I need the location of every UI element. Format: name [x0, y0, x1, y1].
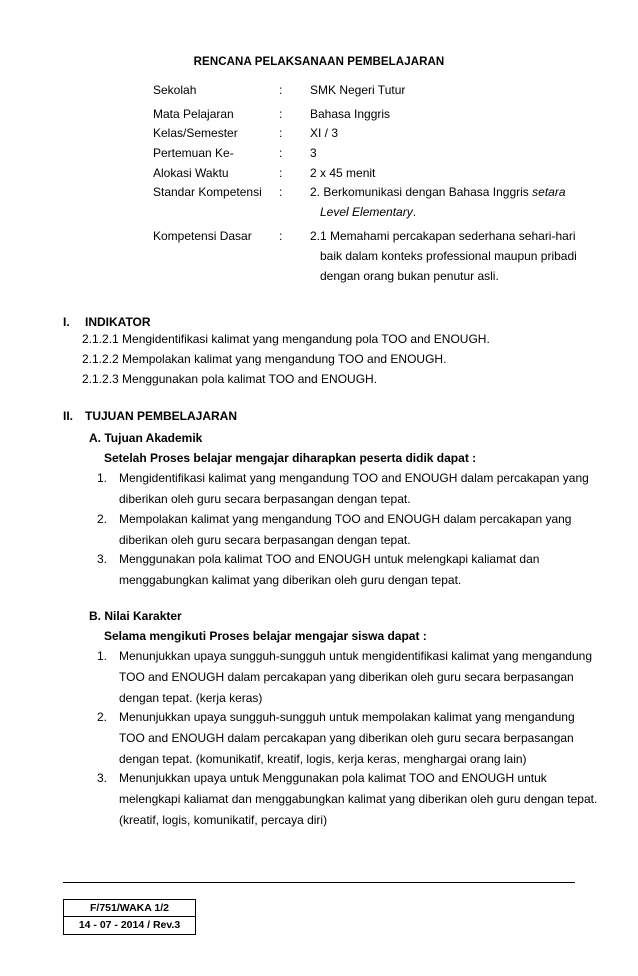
karakter-intro: Selama mengikuti Proses belajar mengajar siswa dapat : — [104, 629, 427, 643]
indikator-item: 2.1.2.3 Menggunakan pola kalimat TOO and ENOUGH. — [82, 372, 378, 386]
identity-value — [310, 80, 570, 100]
indikator-item: 2.1.2.1 Mengidentifikasi kalimat yang mengandung pola TOO and ENOUGH. — [82, 332, 490, 346]
item-line: (kreatif, logis, komunikatif, percaya diri) — [119, 813, 328, 827]
identity-value-text: 2. Berkomunikasi dengan Bahasa Inggris — [310, 185, 529, 199]
item-number: 1. — [97, 471, 108, 485]
identity-value-line: XI / 3 — [310, 126, 339, 140]
item-line: Menunjukkan upaya sungguh-sungguh untuk mengidentifikasi kalimat yang mengandung — [119, 649, 592, 663]
identity-value-line: Bahasa Inggris — [310, 107, 391, 121]
identity-value-line — [310, 182, 570, 202]
identity-colon: : — [279, 185, 283, 199]
item-line: Mengidentifikasi kalimat yang mengandung TOO and ENOUGH dalam percakapan yang — [119, 471, 589, 485]
identity-colon: : — [279, 229, 283, 243]
identity-colon: : — [279, 146, 283, 160]
item-line: melengkapi kaliamat dan menggabungkan kalimat yang diberikan oleh guru dengan tepat. — [119, 792, 598, 806]
item-line: menggabungkan kalimat yang diberikan oleh guru dengan tepat. — [119, 573, 462, 587]
item-line: Menunjukkan upaya untuk Menggunakan pola kalimat TOO and ENOUGH untuk — [119, 771, 547, 785]
item-text — [119, 646, 592, 709]
footer-doc-code-box — [63, 899, 196, 935]
item-line: diberikan oleh guru secara berpasangan dengan tepat. — [119, 492, 411, 506]
item-text — [119, 509, 571, 551]
subsection-karakter-heading: B. Nilai Karakter — [89, 609, 182, 623]
item-text — [119, 768, 597, 831]
item-number: 3. — [97, 552, 108, 566]
identity-value — [310, 226, 577, 286]
footer-code: F/751/WAKA 1/2 — [64, 900, 195, 917]
identity-value-italic: setara — [532, 185, 566, 199]
item-number: 2. — [97, 710, 108, 724]
item-number: 3. — [97, 771, 108, 785]
footer-date-revision: 14 - 07 - 2014 / Rev.3 — [78, 919, 181, 931]
identity-label: Mata Pelajaran — [153, 107, 234, 121]
item-line: dengan tepat. (kerja keras) — [119, 691, 263, 705]
identity-value-line — [310, 202, 570, 222]
identity-value-line: SMK Negeri Tutur — [310, 83, 406, 97]
identity-value-line: dengan orang bukan penutur asli. — [320, 269, 499, 283]
identity-label: Sekolah — [153, 83, 197, 97]
identity-value — [310, 143, 570, 163]
section-number: I. — [63, 315, 70, 329]
item-line: dengan tepat. (komunikatif, kreatif, logis, kerja keras, menghargai orang lain) — [119, 752, 527, 766]
identity-label: Pertemuan Ke- — [153, 146, 234, 160]
identity-colon: : — [279, 83, 283, 97]
identity-value-italic: Level Elementary — [320, 205, 413, 219]
identity-value — [310, 182, 570, 222]
identity-value-line: 3 — [310, 146, 317, 160]
identity-label: Alokasi Waktu — [153, 166, 229, 180]
item-line: diberikan oleh guru secara berpasangan dengan tepat. — [119, 533, 411, 547]
section-title: INDIKATOR — [85, 315, 151, 329]
identity-value-line: 2.1 Memahami percakapan sederhana sehari-hari — [310, 229, 576, 243]
identity-label: Standar Kompetensi — [153, 185, 262, 199]
item-number: 2. — [97, 512, 108, 526]
subsection-akademik-heading: A. Tujuan Akademik — [89, 431, 203, 445]
item-line: Mempolakan kalimat yang mengandung TOO and ENOUGH dalam percakapan yang — [119, 512, 572, 526]
item-line: Menunjukkan upaya sungguh-sungguh untuk mempolakan kalimat yang mengandung — [119, 710, 575, 724]
page-title: RENCANA PELAKSANAAN PEMBELAJARAN — [193, 56, 445, 68]
item-line: TOO and ENOUGH dalam percakapan yang diberikan oleh guru secara berpasangan — [119, 731, 574, 745]
identity-value — [310, 123, 570, 143]
identity-value — [310, 104, 570, 124]
identity-value-line: 2 x 45 menit — [310, 166, 376, 180]
identity-colon: : — [279, 166, 283, 180]
item-text — [119, 549, 539, 591]
identity-value — [310, 163, 570, 183]
identity-colon: : — [279, 107, 283, 121]
item-line: TOO and ENOUGH dalam percakapan yang diberikan oleh guru secara berpasangan — [119, 670, 574, 684]
footer-divider — [63, 882, 575, 883]
identity-label: Kompetensi Dasar — [153, 229, 252, 243]
identity-colon: : — [279, 126, 283, 140]
indikator-item: 2.1.2.2 Mempolakan kalimat yang mengandung TOO and ENOUGH. — [82, 352, 447, 366]
akademik-intro: Setelah Proses belajar mengajar diharapkan peserta didik dapat : — [104, 451, 477, 465]
section-title: TUJUAN PEMBELAJARAN — [85, 409, 238, 423]
identity-value-text: . — [412, 205, 417, 219]
identity-value-line: baik dalam konteks professional maupun pribadi — [320, 249, 577, 263]
item-text — [119, 707, 575, 770]
section-number: II. — [63, 409, 74, 423]
identity-label: Kelas/Semester — [153, 126, 238, 140]
item-number: 1. — [97, 649, 108, 663]
item-line: Menggunakan pola kalimat TOO and ENOUGH untuk melengkapi kaliamat dan — [119, 552, 540, 566]
item-text — [119, 468, 589, 510]
